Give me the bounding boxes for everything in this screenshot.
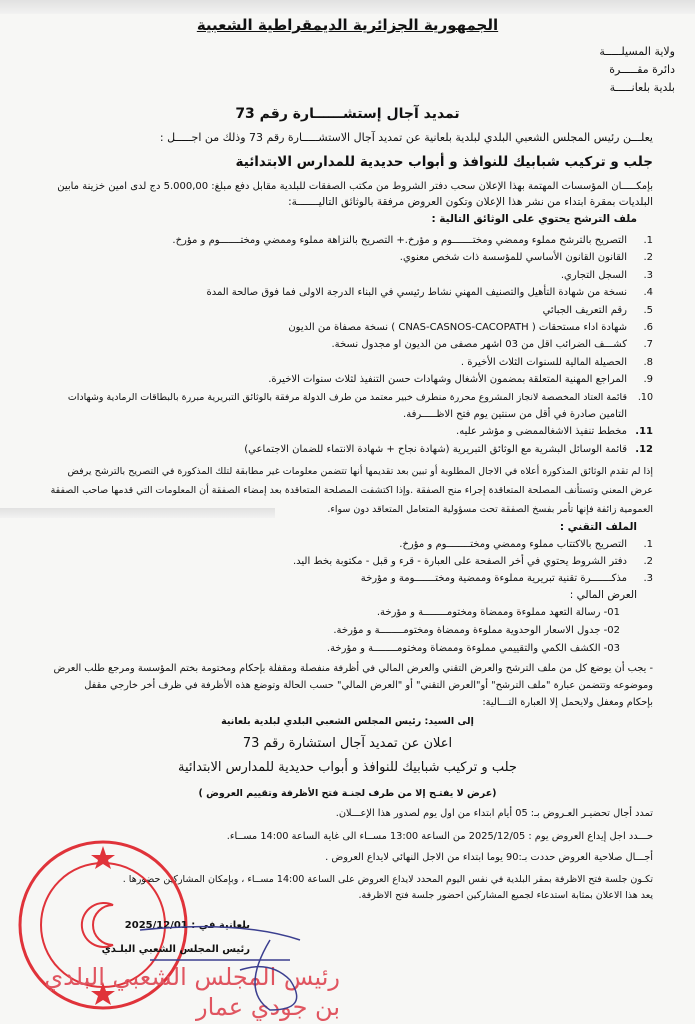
list-item: 12.قائمة الوسائل البشرية مع الوثائق التبريرية (شهادة نجاح + شهادة الانتماء للضمان الاجتماعي) <box>244 443 653 455</box>
envelope-line: - يجب أن يوضع كل من ملف الترشح والعرض التقني والعرض المالي في أظرفة منفصلة ومقفلة بإحكام ومختومة بختم المؤسسة ومرجع طلب العرض <box>53 663 653 674</box>
list-item: 3.مذكـــــــرة تقنية تبريرية مملوءة وممضية ومختـــــــومة و مؤرخة <box>360 573 653 584</box>
envelope-line2: جلب و تركيب شبابيك للنوافذ و أبواب حديدية للمدارس الابتدائية <box>178 760 517 775</box>
stamp-role: رئيس المجلس الشعبي البلدي <box>44 963 340 991</box>
place-date: بلعانية في : 2025/12/01 <box>124 920 250 931</box>
rejection-line: إذا لم تقدم الوثائق المذكورة أعلاه في الاجال المطلوبة أو تبين بعد تقديمها أنها تتضمن معلومات غير مطابقة لتلك المذكورة في التصريح بالترشح يرفض <box>67 466 653 477</box>
candidate-file-heading: ملف الترشح يحتوي على الوثائق التالية : <box>431 213 637 225</box>
deadline-line: تمدد أجال تحضيـر العـروض بـ: 05 أيام ابتداء من اول يوم لصدور هذا الإعـــلان. <box>335 808 653 819</box>
financial-list <box>12 604 620 658</box>
handwritten-signature <box>120 900 320 1020</box>
daira: دائرة مقـــــرة <box>609 63 675 76</box>
deadline-line: تكـون جلسة فتح الاظرفة بمقر البلدية في نفس اليوم المحدد لايداع العروض على الساعة 14:00 مســاء ، وبإمكان المشاركين حضورها . <box>122 874 653 885</box>
envelope-line1: اعلان عن تمديد آجال استشارة رقم 73 <box>242 736 453 751</box>
scan-shadow <box>0 0 695 14</box>
list-item: 02- جدول الاسعار الوحدوية مملوءة وممضاة ومختومــــــــة و مؤرخة. <box>333 625 620 636</box>
rejection-line: العمومية زائفة فإنها تأمر بفسخ الصفقة تحت مسؤولية المتعامل المتعاقد دون سواء. <box>327 504 653 515</box>
document-title: تمديد آجال إستشــــــارة رقم 73 <box>235 106 460 122</box>
announcement: يعلـــن رئيس المجلس الشعبي البلدي لبلدية بلعانية عن تمديد آجال الاستشـــــارة رقم 73 وذلك من اجـــــل : <box>159 131 653 144</box>
stamp-name: بن جودي عمار <box>195 993 340 1021</box>
country-header: الجمهورية الجزائرية الديمقراطية الشعبية <box>196 16 499 34</box>
commune: بلدية بلعانـــــة <box>609 81 675 94</box>
technical-list <box>12 536 653 587</box>
star-icon <box>91 846 115 869</box>
financial-heading: العرض المالي : <box>569 589 637 601</box>
envelope-addressee: إلى السيد: رئيس المجلس الشعبي البلدي لبلدية بلعانية <box>221 716 474 727</box>
envelope-line: وموضوعه وتتضمن عبارة "ملف الترشح" أو"العرض التقني" أو "العرض المالي" حسب الحالة وتوضع هذه الأظرفة في ظرف أخر خارجي مقفل <box>84 680 653 691</box>
list-item: 1.التصريح بالترشح مملوء وممضي ومختـــــــوم و مؤرخ.+ التصريح بالنزاهة مملوء وممضي ومختـــــــوم و مؤرخ. <box>172 235 653 246</box>
deadline-line: يعد هذا الاعلان بمثابة استدعاء لجميع المشاركين احضور جلسة فتح الاظرفة. <box>358 890 653 901</box>
technical-heading: الملف التقني : <box>559 521 637 533</box>
intro-line: بإمكـــــان المؤسسات المهتمة بهذا الإعلان سحب دفتر الشروط من مكتب الصفقات للبلدية مقابل دفع مبلغ: 5.000,00 دج لدى امين خزينة مابين <box>57 181 653 192</box>
list-item: 2.القانون القانون الأساسي للمؤسسة ذات شخص معنوي. <box>399 252 653 264</box>
list-item: 7.كشـــف الضرائب اقل من 03 اشهر مصفى من الديون او مجدول نسخة. <box>331 339 653 351</box>
rejection-line: عرض المعني وتستأنف المصلحة المتعاقدة إجراء منح الصفقة .وإذا اكتشفت المصلحة المتعاقدة بعد إمضاء الصفقة أن المعلومات التي قدمها صاحب الصفقة <box>50 485 653 496</box>
intro-line: البلديات بمقرة ابتداء من نشر هذا الإعلان وتكون العروض مرفقة بالوثائق التاليـــــــة: <box>288 196 653 208</box>
list-item: 3.السجل التجاري. <box>560 269 653 281</box>
list-item: 4.نسخة من شهادة التأهيل والتصنيف المهني نشاط رئيسي في البناء الدرجة الاولى فما فوق صالحة المدة <box>206 287 653 299</box>
wilaya: ولاية المسيلـــــة <box>599 45 675 58</box>
list-item: 8.الحصيلة المالية للسنوات الثلاث الأخيرة . <box>460 356 653 368</box>
subject: جلب و تركيب شبابيك للنوافذ و أبواب حديدية للمدارس الابتدائية <box>235 154 653 170</box>
list-item: 1.التصريح بالاكتتاب مملوء وممضي ومختــــــــوم و مؤرخ. <box>399 539 653 550</box>
list-item: التامين صادرة في أقل من سنتين يوم فتح الاظـــــرفة. <box>403 409 627 421</box>
list-item: 9.المراجع المهنية المتعلقة بمضمون الأشغال وشهادات حسن التنفيذ لثلاث سنوات الاخيرة. <box>268 374 653 386</box>
list-item: 10.قائمة العتاد المخصصة لانجاز المشروع محررة منطرف خبير معتمد من طرف الدولة مرفقة بالوثائق التبريرية مبررة بالبطاقات الرمادية وشهادات <box>67 391 653 403</box>
envelope-note: (عرض لا يفتـح إلا من طرف لجنـة فتح الأظرفة وتقييم العروض ) <box>198 788 497 799</box>
signatory-role: رئيس المجلس الشعبي البلـدي <box>101 944 250 955</box>
list-item: 01- رسالة التعهد مملوءة وممضاة ومختومــــــــة و مؤرخة. <box>376 607 620 618</box>
deadline-line: حـــدد اجل إيداع العروض يوم : 2025/12/05 من الساعة 13:00 مســاء الى غاية الساعة 14:00 مســاء. <box>226 831 653 842</box>
deadline-line: أجـــال صلاحية العروض حددت بـ:90 يوما ابتداء من الاجل النهائي لايداع العروض . <box>325 852 653 863</box>
list-item: 6.شهادة اداء مستحقات ( CNAS-CASNOS-CACOPATH ) نسخة مصفاة من الديون <box>288 322 653 334</box>
list-item: 5.رقم التعريف الجبائي <box>542 304 653 316</box>
list-item: 03- الكشف الكمي والتقييمي مملوءة وممضاة ومختومــــــــة و مؤرخة. <box>326 643 620 654</box>
list-item: 2.دفتر الشروط يحتوي في أخر الصفحة على العبارة - قرء و قبل - مكتوبة بخط اليد. <box>292 556 653 567</box>
envelope-line: بإحكام ومغفل ولايحمل إلا العبارة التـــالية: <box>482 697 653 708</box>
list-item: 11.مخطط تنفيذ الاشغالممضى و مؤشر عليه. <box>456 426 653 438</box>
candidate-file-list <box>12 232 653 458</box>
scan-streak <box>0 508 275 518</box>
